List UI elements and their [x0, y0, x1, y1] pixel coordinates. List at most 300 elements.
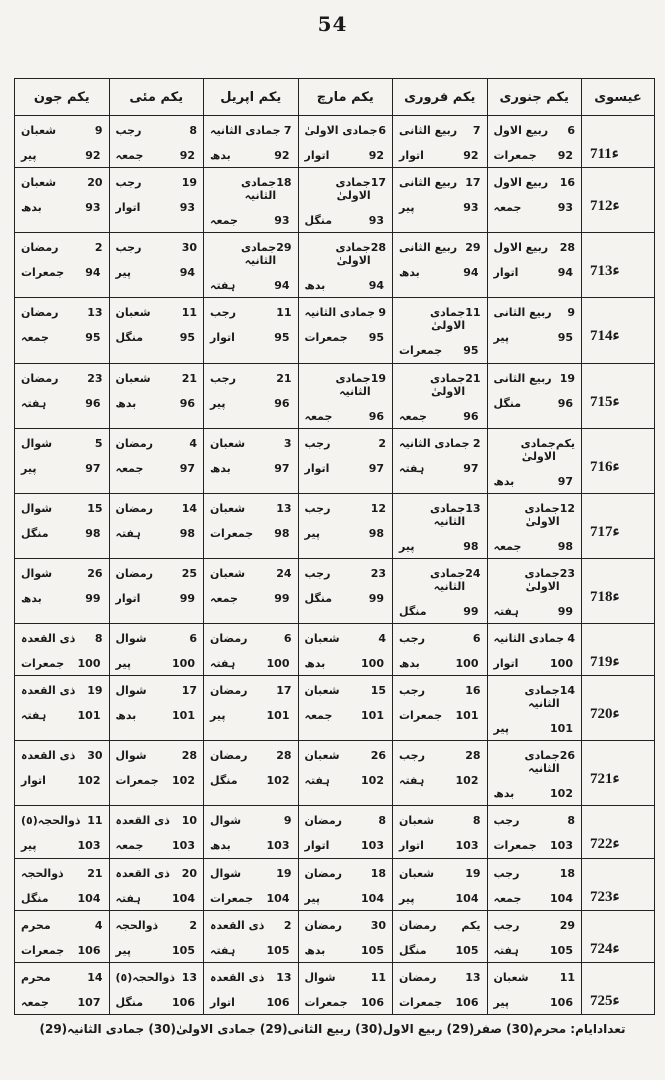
- year-cell: 717ء: [582, 493, 655, 558]
- weekday: پیر: [210, 396, 226, 410]
- hijri-year: 102: [455, 774, 479, 788]
- hijri-month: رجب: [493, 918, 520, 932]
- weekday: پیر: [115, 657, 131, 671]
- day-number: 7: [283, 124, 292, 137]
- day-number: 26: [87, 566, 103, 580]
- hijri-month: شوال: [115, 632, 147, 646]
- date-cell: [298, 806, 393, 858]
- hijri-year: 92: [463, 149, 479, 162]
- weekday: بدھ: [304, 657, 326, 671]
- hijri-month: رمضان: [304, 866, 343, 880]
- hijri-year: 97: [85, 461, 101, 475]
- hijri-month: رجب: [210, 306, 236, 320]
- weekday: منگل: [115, 331, 144, 345]
- date-cell: [393, 363, 488, 428]
- hijri-year: 96: [85, 396, 101, 410]
- weekday: بدھ: [304, 943, 326, 957]
- weekday: جمعرات: [210, 526, 254, 540]
- hijri-year: 99: [179, 591, 195, 605]
- hijri-month: رمضان: [399, 970, 437, 984]
- date-cell: [487, 558, 582, 623]
- day-number: 6: [189, 632, 197, 646]
- header-jan: یکم جنوری: [487, 79, 582, 116]
- day-number: 16: [559, 176, 575, 190]
- date-cell: [109, 858, 204, 910]
- day-number: 8: [378, 814, 386, 828]
- day-number: 17: [465, 176, 481, 190]
- page-number: 54: [317, 12, 348, 36]
- hijri-year: 101: [266, 709, 290, 723]
- weekday: جمعہ: [399, 409, 427, 423]
- day-number: 6: [378, 124, 386, 137]
- hijri-year: 104: [455, 891, 479, 905]
- weekday: منگل: [304, 214, 333, 228]
- day-number: 10: [181, 814, 197, 828]
- day-number: 14: [87, 970, 103, 984]
- weekday: بدھ: [210, 461, 231, 475]
- date-cell: [204, 233, 299, 298]
- date-cell: [15, 858, 110, 910]
- hijri-month: رجب: [210, 371, 236, 385]
- hijri-year: 106: [550, 995, 573, 1009]
- weekday: جمعہ: [115, 839, 144, 853]
- year-cell: 722ء: [582, 806, 655, 858]
- weekday: اتوار: [399, 839, 424, 853]
- day-number: 2: [472, 436, 481, 450]
- date-cell: [15, 558, 110, 623]
- hijri-year: 97: [179, 461, 195, 475]
- day-number: 21: [181, 371, 197, 385]
- header-feb: یکم فروری: [393, 79, 488, 116]
- date-cell: [487, 910, 582, 962]
- day-number: یکم: [555, 436, 575, 450]
- hijri-month: جمادی الاولیٰ: [524, 566, 560, 593]
- date-cell: [393, 624, 488, 676]
- day-number: 9: [567, 306, 575, 320]
- weekday: جمعہ: [210, 591, 238, 605]
- day-number: 28: [559, 241, 575, 255]
- hijri-year: 97: [274, 461, 290, 475]
- weekday: پیر: [493, 331, 509, 345]
- date-cell: [15, 493, 110, 558]
- header-mar: یکم مارچ: [298, 79, 393, 116]
- day-number: 19: [465, 866, 481, 880]
- weekday: ہفتہ: [115, 891, 141, 905]
- hijri-year: 98: [179, 526, 195, 540]
- date-cell: [15, 962, 110, 1014]
- hijri-month: شوال: [304, 970, 336, 984]
- hijri-year: 97: [368, 461, 384, 475]
- weekday: جمعہ: [304, 409, 333, 423]
- hijri-year: 98: [557, 539, 573, 553]
- hijri-month: شعبان: [304, 684, 340, 698]
- hijri-month: ذی القعدہ: [115, 814, 170, 828]
- table-row: [15, 363, 655, 428]
- hijri-year: 95: [179, 331, 195, 345]
- table-row: [15, 676, 655, 741]
- day-number: 20: [181, 866, 197, 880]
- table-row: [15, 858, 655, 910]
- weekday: ہفتہ: [304, 774, 330, 788]
- weekday: ہفتہ: [115, 526, 141, 540]
- hijri-month: جمادی الاولیٰ: [524, 501, 560, 528]
- date-cell: [487, 962, 582, 1014]
- hijri-year: 103: [172, 839, 195, 853]
- date-cell: [15, 233, 110, 298]
- weekday: جمعہ: [21, 995, 49, 1009]
- date-cell: [15, 363, 110, 428]
- hijri-year: 95: [557, 331, 573, 345]
- day-number: 3: [283, 436, 292, 450]
- hijri-year: 104: [266, 891, 290, 905]
- hijri-year: 97: [463, 461, 479, 475]
- day-number: 14: [181, 501, 197, 515]
- weekday: اتوار: [493, 657, 519, 671]
- hijri-month: شوال: [115, 749, 147, 763]
- day-number: 30: [181, 241, 197, 255]
- date-cell: [393, 858, 488, 910]
- hijri-year: 100: [266, 657, 290, 671]
- date-cell: [204, 363, 299, 428]
- day-number: 4: [567, 632, 575, 646]
- year-cell: 725ء: [582, 962, 655, 1014]
- hijri-month: رجب: [493, 814, 520, 828]
- hijri-year: 100: [361, 657, 384, 671]
- weekday: جمعہ: [115, 149, 144, 162]
- hijri-year: 96: [274, 396, 290, 410]
- hijri-month: ربیع الاول: [493, 176, 549, 190]
- hijri-month: شعبان: [493, 970, 529, 984]
- weekday: ہفتہ: [399, 774, 425, 788]
- date-cell: [109, 806, 204, 858]
- year-cell: 721ء: [582, 741, 655, 806]
- day-number: 13: [465, 970, 481, 984]
- year-cell: 715ء: [582, 363, 655, 428]
- day-number: 13: [276, 970, 292, 984]
- date-cell: [298, 298, 393, 363]
- weekday: پیر: [399, 539, 415, 553]
- hijri-month: جمادی الثانیہ: [241, 241, 277, 268]
- hijri-year: 95: [274, 331, 290, 345]
- date-cell: [109, 116, 204, 168]
- hijri-month: رمضان: [399, 918, 437, 932]
- date-cell: [487, 168, 582, 233]
- hijri-year: 104: [77, 891, 101, 905]
- hijri-month: جمادی الاولیٰ: [304, 124, 378, 137]
- date-cell: [393, 910, 488, 962]
- hijri-month: محرم: [21, 970, 51, 984]
- date-cell: [487, 858, 582, 910]
- hijri-year: 105: [266, 943, 290, 957]
- date-cell: [298, 858, 393, 910]
- date-cell: [109, 493, 204, 558]
- hijri-year: 100: [172, 657, 195, 671]
- table-row: [15, 116, 655, 168]
- weekday: منگل: [493, 396, 522, 410]
- year-cell: 713ء: [582, 233, 655, 298]
- date-cell: [15, 298, 110, 363]
- day-number: 2: [378, 436, 386, 450]
- year-cell: 718ء: [582, 558, 655, 623]
- hijri-year: 95: [85, 331, 101, 345]
- hijri-month: شعبان: [304, 632, 340, 646]
- day-number: 30: [87, 749, 103, 763]
- table-row: [15, 806, 655, 858]
- weekday: اتوار: [210, 995, 235, 1009]
- footer-note: تعدادایام: محرم(30) صفر(29) ربیع الاول(30) ربیع الثانی(29) جمادی الاولیٰ(30) جمادی الثانیہ(29): [39, 1022, 626, 1036]
- hijri-year: 103: [550, 839, 573, 853]
- date-cell: [298, 116, 393, 168]
- day-number: 17: [370, 176, 386, 190]
- hijri-month: رجب: [399, 749, 425, 763]
- date-cell: [393, 962, 488, 1014]
- day-number: یکم: [461, 918, 481, 932]
- hijri-month: رمضان: [21, 241, 59, 255]
- hijri-month: رمضان: [210, 749, 248, 763]
- hijri-year: 101: [455, 709, 479, 723]
- date-cell: [298, 624, 393, 676]
- weekday: ہفتہ: [399, 461, 425, 475]
- weekday: بدھ: [399, 266, 420, 280]
- hijri-year: 99: [463, 604, 479, 618]
- hijri-year: 97: [557, 474, 573, 488]
- hijri-month: شعبان: [115, 306, 151, 320]
- date-cell: [393, 493, 488, 558]
- hijri-month: ذی القعدہ: [115, 866, 170, 880]
- hijri-year: 93: [368, 214, 384, 228]
- hijri-year: 98: [274, 526, 290, 540]
- day-number: 19: [370, 371, 386, 385]
- hijri-month: ربیع الثانی: [399, 124, 458, 137]
- weekday: پیر: [21, 149, 37, 162]
- weekday: منگل: [210, 774, 238, 788]
- hijri-month: رمضان: [115, 501, 154, 515]
- day-number: 5: [94, 436, 103, 450]
- hijri-month: رجب: [493, 866, 520, 880]
- hijri-year: 102: [550, 787, 573, 801]
- weekday: ہفتہ: [493, 943, 519, 957]
- hijri-year: 94: [85, 266, 101, 280]
- weekday: ہفتہ: [210, 943, 236, 957]
- hijri-month: رجب: [304, 436, 331, 450]
- date-cell: [15, 676, 110, 741]
- day-number: 26: [559, 749, 575, 763]
- weekday: بدھ: [115, 396, 137, 410]
- hijri-year: 98: [85, 526, 101, 540]
- weekday: جمعرات: [21, 657, 65, 671]
- date-cell: [393, 428, 488, 493]
- date-cell: [393, 806, 488, 858]
- hijri-month: شعبان: [210, 436, 246, 450]
- hijri-month: شوال: [21, 566, 53, 580]
- hijri-year: 106: [455, 995, 479, 1009]
- date-cell: [204, 858, 299, 910]
- date-cell: [487, 233, 582, 298]
- date-cell: [487, 806, 582, 858]
- hijri-year: 105: [455, 943, 479, 957]
- hijri-month: جمادی الثانیہ: [430, 566, 466, 593]
- year-cell: 719ء: [582, 624, 655, 676]
- weekday: منگل: [399, 943, 427, 957]
- hijri-year: 96: [368, 409, 384, 423]
- date-cell: [204, 116, 299, 168]
- day-number: 8: [94, 632, 103, 646]
- weekday: جمعہ: [493, 539, 522, 553]
- header-jun: یکم جون: [15, 79, 110, 116]
- date-cell: [204, 493, 299, 558]
- hijri-year: 95: [368, 331, 384, 345]
- weekday: اتوار: [493, 266, 519, 280]
- date-cell: [109, 298, 204, 363]
- date-cell: [109, 962, 204, 1014]
- day-number: 11: [276, 306, 292, 320]
- weekday: پیر: [304, 526, 320, 540]
- date-cell: [298, 910, 393, 962]
- day-number: 2: [189, 918, 197, 932]
- day-number: 4: [189, 436, 197, 450]
- weekday: پیر: [399, 891, 415, 905]
- day-number: 8: [472, 814, 481, 828]
- hijri-month: جمادی الثانیہ: [524, 684, 560, 711]
- day-number: 19: [87, 684, 103, 698]
- date-cell: [109, 363, 204, 428]
- weekday: جمعرات: [304, 331, 348, 345]
- hijri-month: رجب: [399, 684, 425, 698]
- date-cell: [487, 624, 582, 676]
- hijri-year: 101: [77, 709, 101, 723]
- date-cell: [298, 363, 393, 428]
- hijri-month: جمادی الثانیہ: [335, 371, 371, 398]
- date-cell: [109, 168, 204, 233]
- hijri-month: شعبان: [115, 371, 151, 385]
- hijri-year: 100: [550, 657, 573, 671]
- hijri-month: ذی القعدہ: [21, 632, 76, 646]
- weekday: ہفتہ: [210, 279, 236, 293]
- day-number: 13: [276, 501, 292, 515]
- day-number: 9: [94, 124, 103, 137]
- day-number: 19: [181, 176, 197, 190]
- hijri-year: 92: [85, 149, 101, 162]
- day-number: 9: [283, 814, 292, 828]
- hijri-year: 104: [361, 891, 384, 905]
- weekday: اتوار: [399, 149, 424, 162]
- day-number: 4: [378, 632, 386, 646]
- hijri-month: جمادی الثانیہ: [430, 501, 466, 528]
- table-row: [15, 741, 655, 806]
- date-cell: [298, 233, 393, 298]
- day-number: 16: [465, 684, 481, 698]
- weekday: ہفتہ: [493, 604, 519, 618]
- hijri-year: 105: [550, 943, 573, 957]
- hijri-year: 102: [361, 774, 384, 788]
- weekday: پیر: [21, 461, 37, 475]
- day-number: 24: [276, 566, 292, 580]
- hijri-month: ذی القعدہ: [210, 970, 265, 984]
- weekday: ہفتہ: [21, 709, 47, 723]
- day-number: 13: [181, 970, 197, 984]
- hijri-month: ربیع الثانی: [399, 176, 458, 190]
- hijri-year: 94: [463, 266, 479, 280]
- hijri-year: 101: [361, 709, 384, 723]
- hijri-month: رمضان: [21, 371, 59, 385]
- date-cell: [393, 168, 488, 233]
- day-number: 23: [87, 371, 103, 385]
- hijri-month: شوال: [21, 436, 53, 450]
- hijri-month: جمادی الثانیہ: [399, 436, 470, 450]
- weekday: بدھ: [304, 279, 326, 293]
- weekday: بدھ: [210, 149, 231, 162]
- year-cell: 712ء: [582, 168, 655, 233]
- hijri-year: 92: [368, 149, 384, 162]
- hijri-year: 101: [550, 722, 573, 736]
- date-cell: [298, 741, 393, 806]
- hijri-year: 100: [77, 657, 101, 671]
- day-number: 18: [559, 866, 575, 880]
- weekday: جمعرات: [493, 149, 537, 162]
- weekday: بدھ: [493, 787, 515, 801]
- weekday: بدھ: [210, 839, 231, 853]
- hijri-month: رجب: [304, 501, 331, 515]
- weekday: اتوار: [304, 461, 330, 475]
- table-row: [15, 624, 655, 676]
- day-number: 18: [276, 176, 292, 190]
- day-number: 9: [378, 306, 386, 320]
- year-cell: 711ء: [582, 116, 655, 168]
- hijri-month: جمادی الاولیٰ: [430, 306, 466, 333]
- hijri-year: 96: [179, 396, 195, 410]
- date-cell: [109, 233, 204, 298]
- weekday: منگل: [115, 995, 144, 1009]
- weekday: جمعرات: [399, 995, 443, 1009]
- day-number: 28: [370, 241, 386, 255]
- day-number: 11: [370, 970, 386, 984]
- day-number: 20: [87, 176, 103, 190]
- date-cell: [15, 806, 110, 858]
- header-apr: یکم اپریل: [204, 79, 299, 116]
- header-may: یکم مئی: [109, 79, 204, 116]
- hijri-month: ذی القعدہ: [210, 918, 265, 932]
- date-cell: [393, 233, 488, 298]
- hijri-month: رمضان: [115, 436, 154, 450]
- hijri-year: 93: [463, 201, 479, 215]
- weekday: جمعرات: [493, 839, 537, 853]
- hijri-month: جمادی الاولیٰ: [520, 436, 556, 463]
- weekday: منگل: [399, 604, 427, 618]
- day-number: 21: [87, 866, 103, 880]
- day-number: 23: [559, 566, 575, 580]
- day-number: 12: [559, 501, 575, 515]
- weekday: اتوار: [115, 201, 141, 215]
- year-cell: 716ء: [582, 428, 655, 493]
- date-cell: [15, 116, 110, 168]
- date-cell: [204, 962, 299, 1014]
- hijri-month: ربیع الاول: [493, 124, 549, 137]
- weekday: جمعہ: [493, 891, 522, 905]
- date-cell: [109, 741, 204, 806]
- hijri-year: 96: [463, 409, 479, 423]
- weekday: بدھ: [399, 657, 420, 671]
- hijri-month: جمادی الثانیہ: [210, 124, 281, 137]
- weekday: ہفتہ: [210, 657, 236, 671]
- weekday: پیر: [304, 891, 320, 905]
- day-number: 6: [567, 124, 575, 137]
- hijri-month: رمضان: [115, 566, 154, 580]
- hijri-year: 106: [266, 995, 290, 1009]
- date-cell: [298, 168, 393, 233]
- hijri-month: شعبان: [210, 566, 246, 580]
- hijri-year: 101: [172, 709, 195, 723]
- hijri-month: شوال: [210, 866, 242, 880]
